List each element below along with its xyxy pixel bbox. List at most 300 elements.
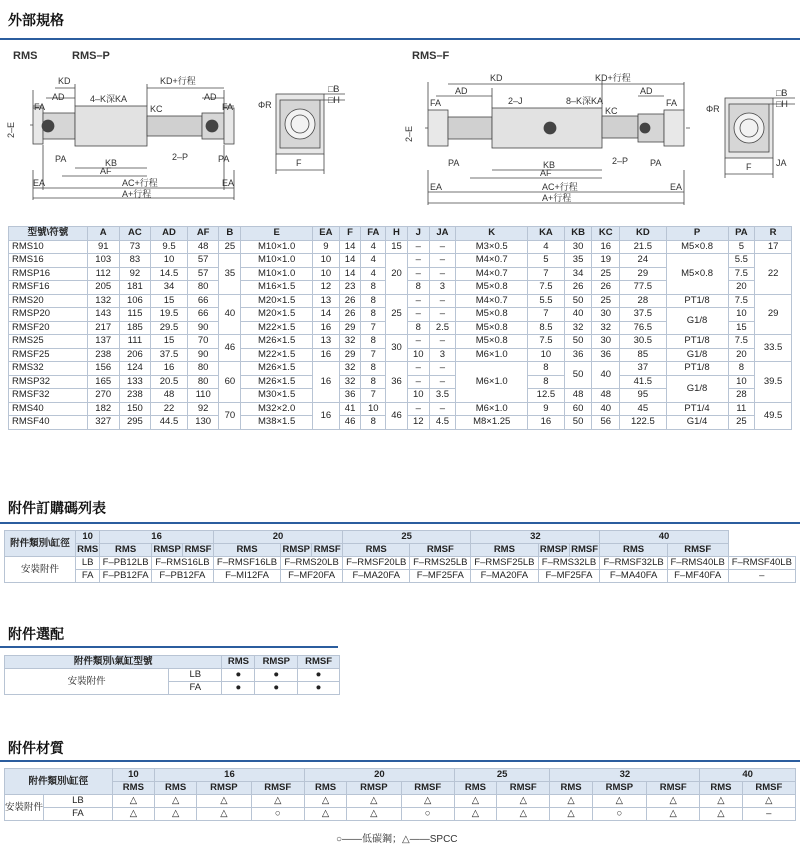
value-cell: 36 — [564, 348, 592, 362]
value-cell: – — [429, 335, 456, 349]
order-sub-header: RMS — [100, 544, 152, 557]
value-cell: 8 — [407, 321, 429, 335]
value-cell: 83 — [119, 254, 151, 268]
value-cell: 28 — [728, 389, 755, 403]
value-cell: – — [429, 402, 456, 416]
value-cell: M26×1.5 — [241, 375, 313, 389]
model-cell: RMSF16 — [9, 281, 88, 295]
value-cell: – — [407, 335, 429, 349]
value-cell: 4 — [528, 240, 565, 254]
label-fa: FA — [34, 102, 46, 112]
value-cell: 14 — [313, 308, 340, 322]
value-cell: M5×0.8 — [666, 254, 728, 295]
options-col-rmsp: RMSP — [255, 656, 298, 669]
value-cell: 10 — [313, 254, 340, 268]
material-sub-header: RMS — [154, 782, 196, 795]
order-sub-header: RMSF — [184, 544, 212, 555]
value-cell: 17 — [755, 240, 792, 254]
section-divider — [0, 522, 800, 524]
label-ad: AD — [52, 92, 65, 102]
label-ad-right: AD — [640, 86, 653, 96]
value-cell: 34 — [151, 281, 188, 295]
value-cell: PT1/8 — [666, 362, 728, 376]
value-cell: M10×1.0 — [241, 254, 313, 268]
value-cell: 66 — [187, 294, 219, 308]
value-cell: 16 — [313, 321, 340, 335]
value-cell: 10 — [151, 254, 188, 268]
value-cell: 70 — [187, 335, 219, 349]
options-col-rmsf: RMSF — [298, 656, 340, 669]
value-cell: 40 — [592, 362, 620, 389]
value-cell: 12 — [313, 281, 340, 295]
value-cell: 25 — [592, 267, 620, 281]
model-cell: RMS40 — [9, 402, 88, 416]
value-cell: 10 — [728, 375, 755, 389]
label-e: 2–E — [404, 125, 414, 142]
value-cell: 2.5 — [429, 321, 456, 335]
order-cell: F–MF40FA — [667, 570, 728, 583]
value-cell: 36 — [386, 362, 408, 403]
material-cell: ○ — [251, 808, 304, 821]
label-kc: KC — [605, 106, 618, 116]
order-sub-header: RMSP — [282, 544, 310, 555]
value-cell: M5×0.8 — [456, 308, 528, 322]
size-40: 40 — [700, 769, 796, 782]
value-cell: – — [407, 308, 429, 322]
dims-header: H — [386, 227, 408, 241]
label-ea-right: EA — [222, 178, 235, 188]
size-40: 40 — [600, 531, 728, 544]
value-cell: 30 — [592, 335, 620, 349]
label-b: □B — [776, 88, 788, 98]
label-j: 2–J — [508, 96, 523, 106]
value-cell: 21.5 — [620, 240, 667, 254]
value-cell: 29 — [339, 348, 361, 362]
size-20: 20 — [213, 531, 342, 544]
value-cell: 26 — [564, 281, 592, 295]
value-cell: 156 — [87, 362, 119, 376]
label-k-depth: 8–K深KA — [566, 96, 604, 106]
value-cell: 26 — [339, 294, 361, 308]
options-cell: ● — [255, 669, 298, 682]
value-cell: 20 — [728, 348, 755, 362]
dims-header: K — [456, 227, 528, 241]
value-cell: 14 — [339, 254, 361, 268]
label-h: □H — [328, 95, 340, 105]
value-cell: 13 — [313, 294, 340, 308]
value-cell: 295 — [119, 416, 151, 430]
value-cell: M20×1.5 — [241, 294, 313, 308]
value-cell: 77.5 — [620, 281, 667, 295]
model-cell: RMSF20 — [9, 321, 88, 335]
value-cell: 8 — [528, 375, 565, 389]
value-cell: 327 — [87, 416, 119, 430]
value-cell: 22 — [755, 254, 792, 295]
value-cell: M4×0.7 — [456, 267, 528, 281]
options-row-lb: LB — [169, 669, 222, 682]
value-cell: 10 — [407, 348, 429, 362]
options-corner: 附件類別\氣缸型號 — [5, 656, 222, 669]
material-cell: △ — [112, 795, 154, 808]
value-cell: 45 — [620, 402, 667, 416]
model-cell: RMSP32 — [9, 375, 88, 389]
material-sub-header: RMSF — [251, 782, 304, 795]
value-cell: M32×2.0 — [241, 402, 313, 416]
order-sub-header: RMSF — [667, 544, 728, 557]
dims-header: E — [241, 227, 313, 241]
material-table — [4, 768, 796, 821]
order-cell: F–MA20FA — [343, 570, 410, 583]
section-divider — [0, 760, 800, 762]
value-cell: 95 — [620, 389, 667, 403]
model-cell: RMSP20 — [9, 308, 88, 322]
value-cell: PT1/8 — [666, 335, 728, 349]
model-cell: RMS25 — [9, 335, 88, 349]
order-sub-header: RMSF — [313, 544, 341, 555]
label-kd-stroke: KD+行程 — [160, 76, 196, 86]
value-cell: PT1/8 — [666, 294, 728, 308]
value-cell: M10×1.0 — [241, 240, 313, 254]
dims-header: R — [755, 227, 792, 241]
table-row — [9, 402, 792, 416]
value-cell: 41 — [339, 402, 361, 416]
value-cell: 7.5 — [728, 335, 755, 349]
material-sub-header: RMSF — [742, 782, 795, 795]
value-cell: 111 — [119, 335, 151, 349]
order-cell: F–MA20FA — [471, 570, 538, 583]
value-cell: 29 — [755, 294, 792, 335]
value-cell: 14 — [339, 240, 361, 254]
value-cell: M8×1.25 — [456, 416, 528, 430]
value-cell: 8 — [361, 294, 386, 308]
value-cell: 8.5 — [528, 321, 565, 335]
value-cell: 33.5 — [755, 335, 792, 362]
value-cell: M4×0.7 — [456, 294, 528, 308]
material-cell: ○ — [401, 808, 454, 821]
table-row — [9, 254, 792, 268]
value-cell: 217 — [87, 321, 119, 335]
value-cell: 57 — [187, 254, 219, 268]
value-cell: 3 — [429, 348, 456, 362]
value-cell: – — [407, 254, 429, 268]
value-cell: 22 — [151, 402, 188, 416]
value-cell: 4 — [361, 267, 386, 281]
value-cell: 13 — [313, 335, 340, 349]
label-r: ΦR — [258, 100, 272, 110]
material-cell: △ — [454, 808, 496, 821]
label-fa: FA — [430, 98, 442, 108]
dims-header: KC — [592, 227, 620, 241]
value-cell: 11 — [728, 402, 755, 416]
value-cell: 30 — [564, 240, 592, 254]
value-cell: M16×1.5 — [241, 281, 313, 295]
material-cell: △ — [347, 795, 401, 808]
value-cell: 29.5 — [151, 321, 188, 335]
value-cell: 60 — [564, 402, 592, 416]
model-label-rmsp: RMS–P — [72, 50, 110, 62]
material-cell: △ — [112, 808, 154, 821]
value-cell: 9 — [313, 240, 340, 254]
value-cell: M6×1.0 — [456, 362, 528, 403]
value-cell: M6×1.0 — [456, 348, 528, 362]
value-cell: 165 — [87, 375, 119, 389]
model-cell: RMS32 — [9, 362, 88, 376]
dimension-table — [8, 226, 792, 430]
value-cell: 39.5 — [755, 362, 792, 403]
model-label-rms: RMS — [13, 50, 38, 62]
options-cell: ● — [255, 682, 298, 695]
value-cell: M22×1.5 — [241, 348, 313, 362]
value-cell: 7 — [528, 267, 565, 281]
value-cell: M22×1.5 — [241, 321, 313, 335]
order-sub-header: RMSF — [410, 544, 471, 557]
material-cell: △ — [700, 795, 742, 808]
value-cell: 50 — [564, 335, 592, 349]
label-kd: KD — [58, 76, 71, 86]
value-cell: 137 — [87, 335, 119, 349]
value-cell: 32 — [564, 321, 592, 335]
value-cell: 25 — [219, 240, 241, 254]
label-pa-right: PA — [218, 154, 230, 164]
order-cell: F–MA40FA — [600, 570, 667, 583]
material-sub-header: RMSP — [347, 782, 401, 795]
value-cell: 92 — [119, 267, 151, 281]
options-col-rms: RMS — [222, 656, 255, 669]
material-cell: △ — [742, 795, 795, 808]
value-cell: 7 — [528, 308, 565, 322]
value-cell: 60 — [219, 362, 241, 403]
material-cell: △ — [592, 795, 646, 808]
value-cell: 76.5 — [620, 321, 667, 335]
value-cell: 30.5 — [620, 335, 667, 349]
label-af: AF — [100, 166, 112, 176]
label-fa-right: FA — [222, 102, 234, 112]
material-sub-header: RMSF — [647, 782, 700, 795]
order-cell: F–MF25FA — [538, 570, 600, 583]
material-cell: △ — [497, 795, 550, 808]
value-cell: – — [407, 402, 429, 416]
label-kd-stroke: KD+行程 — [595, 73, 631, 83]
value-cell: 10 — [407, 389, 429, 403]
order-cell: F–RMSF32LB — [600, 557, 667, 570]
order-sub-header: RMS — [471, 544, 538, 557]
label-e: 2–E — [6, 121, 16, 138]
value-cell: G1/8 — [666, 375, 728, 402]
value-cell: 16 — [313, 402, 340, 429]
value-cell: 205 — [87, 281, 119, 295]
material-sub-header: RMS — [112, 782, 154, 795]
value-cell: – — [407, 294, 429, 308]
value-cell: 181 — [119, 281, 151, 295]
value-cell: 46 — [386, 402, 408, 429]
value-cell: 206 — [119, 348, 151, 362]
rmsf-dimension-drawing — [400, 70, 800, 212]
material-cell: △ — [454, 795, 496, 808]
material-group: 安裝附件 — [5, 795, 44, 821]
value-cell: 238 — [119, 389, 151, 403]
value-cell: 48 — [151, 389, 188, 403]
value-cell: 124 — [119, 362, 151, 376]
value-cell: 8 — [528, 362, 565, 376]
value-cell: 4.5 — [429, 416, 456, 430]
value-cell: 37.5 — [620, 308, 667, 322]
value-cell: M26×1.5 — [241, 335, 313, 349]
value-cell: 9.5 — [151, 240, 188, 254]
order-sub-header: RMS — [77, 544, 99, 555]
value-cell: 35 — [219, 254, 241, 295]
label-kd: KD — [490, 73, 503, 83]
value-cell: 36 — [339, 389, 361, 403]
value-cell: 28 — [620, 294, 667, 308]
label-h: □H — [776, 99, 788, 109]
value-cell: 130 — [187, 416, 219, 430]
value-cell: 115 — [119, 308, 151, 322]
label-ea: EA — [33, 178, 46, 188]
value-cell: – — [429, 254, 456, 268]
value-cell: 90 — [187, 348, 219, 362]
value-cell: 3.5 — [429, 389, 456, 403]
value-cell: M20×1.5 — [241, 308, 313, 322]
value-cell: 8 — [361, 416, 386, 430]
label-af: AF — [540, 168, 552, 178]
material-cell: △ — [401, 795, 454, 808]
model-cell: RMS16 — [9, 254, 88, 268]
order-cell: F–PB12FA — [100, 570, 152, 583]
material-cell: △ — [304, 808, 346, 821]
value-cell: 5.5 — [728, 254, 755, 268]
options-cell: ● — [222, 669, 255, 682]
label-ad-right: AD — [204, 92, 217, 102]
order-sub-header: RMSP — [153, 544, 181, 555]
options-row-fa: FA — [169, 682, 222, 695]
order-row-fa: FA — [76, 570, 100, 583]
label-ac-stroke: AC+行程 — [542, 182, 578, 192]
value-cell: 270 — [87, 389, 119, 403]
material-cell: △ — [700, 808, 742, 821]
value-cell: 122.5 — [620, 416, 667, 430]
size-16: 16 — [154, 769, 304, 782]
value-cell: 80 — [187, 281, 219, 295]
value-cell: 46 — [339, 416, 361, 430]
value-cell: 46 — [219, 335, 241, 362]
value-cell: 25 — [386, 294, 408, 335]
value-cell: M5×0.8 — [456, 335, 528, 349]
value-cell: 48 — [187, 240, 219, 254]
value-cell: 4 — [361, 240, 386, 254]
order-cell: F–MF20FA — [281, 570, 343, 583]
value-cell: M5×0.8 — [666, 240, 728, 254]
material-cell: △ — [197, 808, 251, 821]
section-divider — [0, 646, 338, 648]
value-cell: 10 — [361, 402, 386, 416]
value-cell: 40 — [592, 402, 620, 416]
model-cell: RMSP16 — [9, 267, 88, 281]
label-kb: KB — [105, 158, 118, 168]
value-cell: 143 — [87, 308, 119, 322]
model-cell: RMS10 — [9, 240, 88, 254]
section-title-material: 附件材質 — [8, 740, 64, 756]
value-cell: 66 — [187, 308, 219, 322]
label-pa: PA — [448, 158, 460, 168]
table-row — [9, 240, 792, 254]
value-cell: 29 — [620, 267, 667, 281]
value-cell: 15 — [728, 321, 755, 335]
value-cell: 150 — [119, 402, 151, 416]
value-cell: 32 — [339, 362, 361, 376]
rms-dimension-drawing — [0, 70, 400, 210]
value-cell: 8 — [728, 362, 755, 376]
value-cell: 7.5 — [528, 281, 565, 295]
dims-header: KD — [620, 227, 667, 241]
model-cell: RMSF32 — [9, 389, 88, 403]
order-row-lb: LB — [76, 557, 100, 570]
value-cell: 90 — [187, 321, 219, 335]
value-cell: 20 — [386, 254, 408, 295]
value-cell: 16 — [151, 362, 188, 376]
value-cell: – — [429, 240, 456, 254]
order-cell: F–MI12FA — [213, 570, 280, 583]
value-cell: M38×1.5 — [241, 416, 313, 430]
material-cell: △ — [550, 795, 592, 808]
value-cell: 37 — [620, 362, 667, 376]
material-row-lb: LB — [44, 795, 113, 808]
value-cell: 23 — [339, 281, 361, 295]
label-a-stroke: A+行程 — [542, 193, 572, 203]
value-cell: – — [407, 375, 429, 389]
value-cell: 7.5 — [728, 267, 755, 281]
label-fa-right: FA — [666, 98, 678, 108]
options-group: 安裝附件 — [5, 669, 169, 695]
value-cell: 35 — [564, 254, 592, 268]
value-cell: 48 — [592, 389, 620, 403]
value-cell: 7 — [361, 321, 386, 335]
material-sub-header: RMS — [454, 782, 496, 795]
value-cell: 8 — [361, 335, 386, 349]
value-cell: 9 — [528, 402, 565, 416]
value-cell: 29 — [339, 321, 361, 335]
order-cell: F–RMS16LB — [151, 557, 213, 570]
material-cell: △ — [154, 795, 196, 808]
size-20: 20 — [304, 769, 454, 782]
value-cell: 103 — [87, 254, 119, 268]
material-cell: △ — [251, 795, 304, 808]
value-cell: 8 — [361, 362, 386, 376]
label-kc: KC — [150, 104, 163, 114]
value-cell: 36 — [592, 348, 620, 362]
value-cell: 26 — [592, 281, 620, 295]
value-cell: 5 — [728, 240, 755, 254]
value-cell: 80 — [187, 362, 219, 376]
section-divider — [0, 38, 800, 40]
value-cell: 16 — [528, 416, 565, 430]
value-cell: G1/4 — [666, 416, 728, 430]
value-cell: 14 — [339, 267, 361, 281]
material-sub-header: RMS — [700, 782, 742, 795]
size-32: 32 — [550, 769, 700, 782]
dims-header: AD — [151, 227, 188, 241]
value-cell: 30 — [386, 335, 408, 362]
value-cell: G1/8 — [666, 348, 728, 362]
value-cell: 40 — [564, 308, 592, 322]
order-sub-header: RMS — [213, 544, 280, 557]
dims-header: B — [219, 227, 241, 241]
label-b: □B — [328, 84, 340, 94]
label-ja: JA — [776, 158, 787, 168]
value-cell: 30 — [592, 308, 620, 322]
value-cell: 12 — [407, 416, 429, 430]
order-cell: – — [728, 570, 795, 583]
label-p: 2–P — [172, 152, 189, 162]
